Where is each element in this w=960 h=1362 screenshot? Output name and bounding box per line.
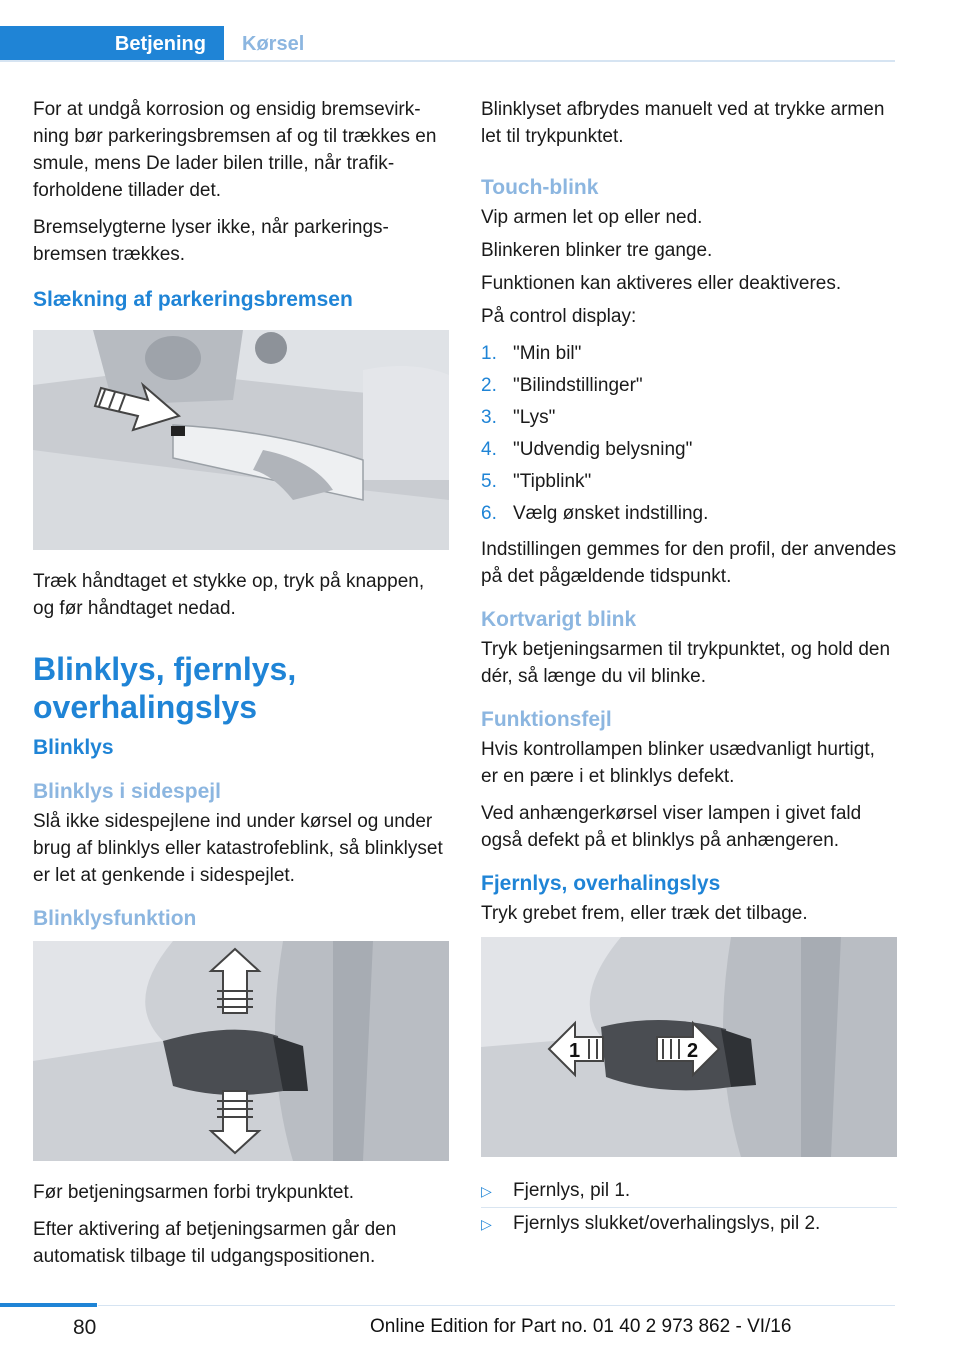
parking-brake-drawing (33, 330, 449, 550)
heading-release-parking-brake: Slækning af parkeringsbremsen (33, 288, 353, 311)
edition-text: Online Edition for Part no. 01 40 2 973 862 - VI/16 (370, 1316, 792, 1337)
step-text: "Min bil" (513, 343, 582, 364)
heading-blinklysfunktion: Blinklysfunktion (33, 907, 197, 930)
tab-korsel-label: Kørsel (242, 32, 305, 55)
tab-betjening-label: Betjening (114, 32, 206, 55)
paragraph-funktion-2: Efter aktivering af betjeningsarmen går den automatisk tilbage til udgangspositionen. (33, 1219, 397, 1267)
paragraph-touch-2: Blinkeren blinker tre gange. (481, 240, 713, 261)
step-text: "Bilindstillinger" (513, 375, 643, 396)
step-number: 2. (481, 375, 497, 396)
paragraph-fjernlys: Tryk grebet frem, eller træk det tilbage. (481, 903, 808, 924)
right-column (481, 96, 897, 1240)
header-bar (0, 0, 960, 64)
list-item (481, 434, 897, 466)
paragraph-touch-1: Vip armen let op eller ned. (481, 207, 703, 228)
triangle-bullet-icon: ▷ (481, 1183, 492, 1199)
list-item (481, 466, 897, 498)
list-item (481, 402, 897, 434)
paragraph-manual-cancel: Blinklyset afbrydes manuelt ved at trykke armen let til trykpunktet. (481, 99, 885, 147)
triangle-bullet-icon: ▷ (481, 1216, 492, 1232)
step-number: 5. (481, 471, 497, 492)
step-number: 6. (481, 503, 497, 524)
paragraph-corrosion: For at undgå korrosion og ensidig bremsevirkning bør parkeringsbremsen af og til trækkes en smule, mens De lader bilen trille, når trafikforholdene tillader det. (33, 99, 437, 201)
step-text: "Lys" (513, 407, 556, 428)
step-text: Vælg ønsket indstilling. (513, 503, 709, 524)
heading-blinklys-sidespejl: Blinklys i sidespejl (33, 780, 221, 803)
bullet-text: Fjernlys, pil 1. (513, 1180, 631, 1201)
heading-blinklys: Blinklys (33, 736, 114, 759)
list-item (481, 1175, 897, 1207)
heading-main-lights: Blinklys, fjernlys, overhalingslys (33, 651, 297, 725)
left-column (33, 96, 449, 1280)
page-number: 80 (73, 1316, 97, 1339)
tab-betjening[interactable] (0, 26, 224, 62)
heading-funktionsfejl: Funktionsfejl (481, 708, 612, 731)
bullet-text: Fjernlys slukket/overhalingslys, pil 2. (513, 1213, 821, 1234)
tab-korsel[interactable] (224, 26, 304, 62)
parking-brake-illustration (33, 330, 449, 550)
paragraph-setting-saved: Indstillingen gemmes for den profil, der anvendes på det pågældende tidspunkt. (481, 539, 897, 587)
high-beam-lever-illustration (481, 937, 897, 1157)
paragraph-funktion-1: Før betjeningsarmen forbi trykpunktet. (33, 1182, 355, 1203)
paragraph-sidespejl: Slå ikke sidespejlene ind under kørsel og under brug af blinklys eller katastrofeblink, så blinklyset er let at genkende i sidespejlet. (33, 811, 443, 886)
footer-accent-bar (0, 1303, 97, 1307)
paragraph-touch-3: Funktionen kan aktiveres eller deaktiveres. (481, 273, 842, 294)
heading-touch-blink: Touch-blink (481, 176, 599, 199)
step-text: "Tipblink" (513, 471, 592, 492)
step-number: 3. (481, 407, 497, 428)
heading-fjernlys: Fjernlys, overhalingslys (481, 872, 721, 895)
paragraph-fejl-2: Ved anhængerkørsel viser lampen i givet fald også defekt på et blinklys på anhængeren. (481, 803, 862, 851)
list-item (481, 1207, 897, 1240)
step-number: 4. (481, 439, 497, 460)
paragraph-touch-4: På control display: (481, 306, 637, 327)
paragraph-fejl-1: Hvis kontrollampen blinker usædvanligt hurtigt, er en pære i et blinklys defekt. (481, 739, 875, 787)
turn-signal-drawing (33, 941, 449, 1161)
paragraph-kortvarigt: Tryk betjeningsarmen til trykpunktet, og hold den dér, så længe du vil blinke. (481, 639, 891, 687)
list-item (481, 338, 897, 370)
menu-steps-list (481, 338, 897, 530)
high-beam-list (481, 1175, 897, 1240)
paragraph-brakelights: Bremselygterne lyser ikke, når parkeringsbremsen trækkes. (33, 217, 389, 265)
heading-kortvarigt-blink: Kortvarigt blink (481, 608, 637, 631)
step-text: "Udvendig belysning" (513, 439, 693, 460)
paragraph-release-instructions: Træk håndtaget et stykke op, tryk på knappen, og før håndtaget nedad. (33, 571, 425, 619)
list-item (481, 370, 897, 402)
header-divider (0, 60, 895, 62)
arrow-label-2: 2 (687, 1040, 699, 1062)
turn-signal-lever-illustration (33, 941, 449, 1161)
list-item (481, 498, 897, 530)
step-number: 1. (481, 343, 497, 364)
footer-divider (98, 1305, 895, 1306)
arrow-label-1: 1 (569, 1040, 581, 1062)
high-beam-drawing (481, 937, 897, 1157)
